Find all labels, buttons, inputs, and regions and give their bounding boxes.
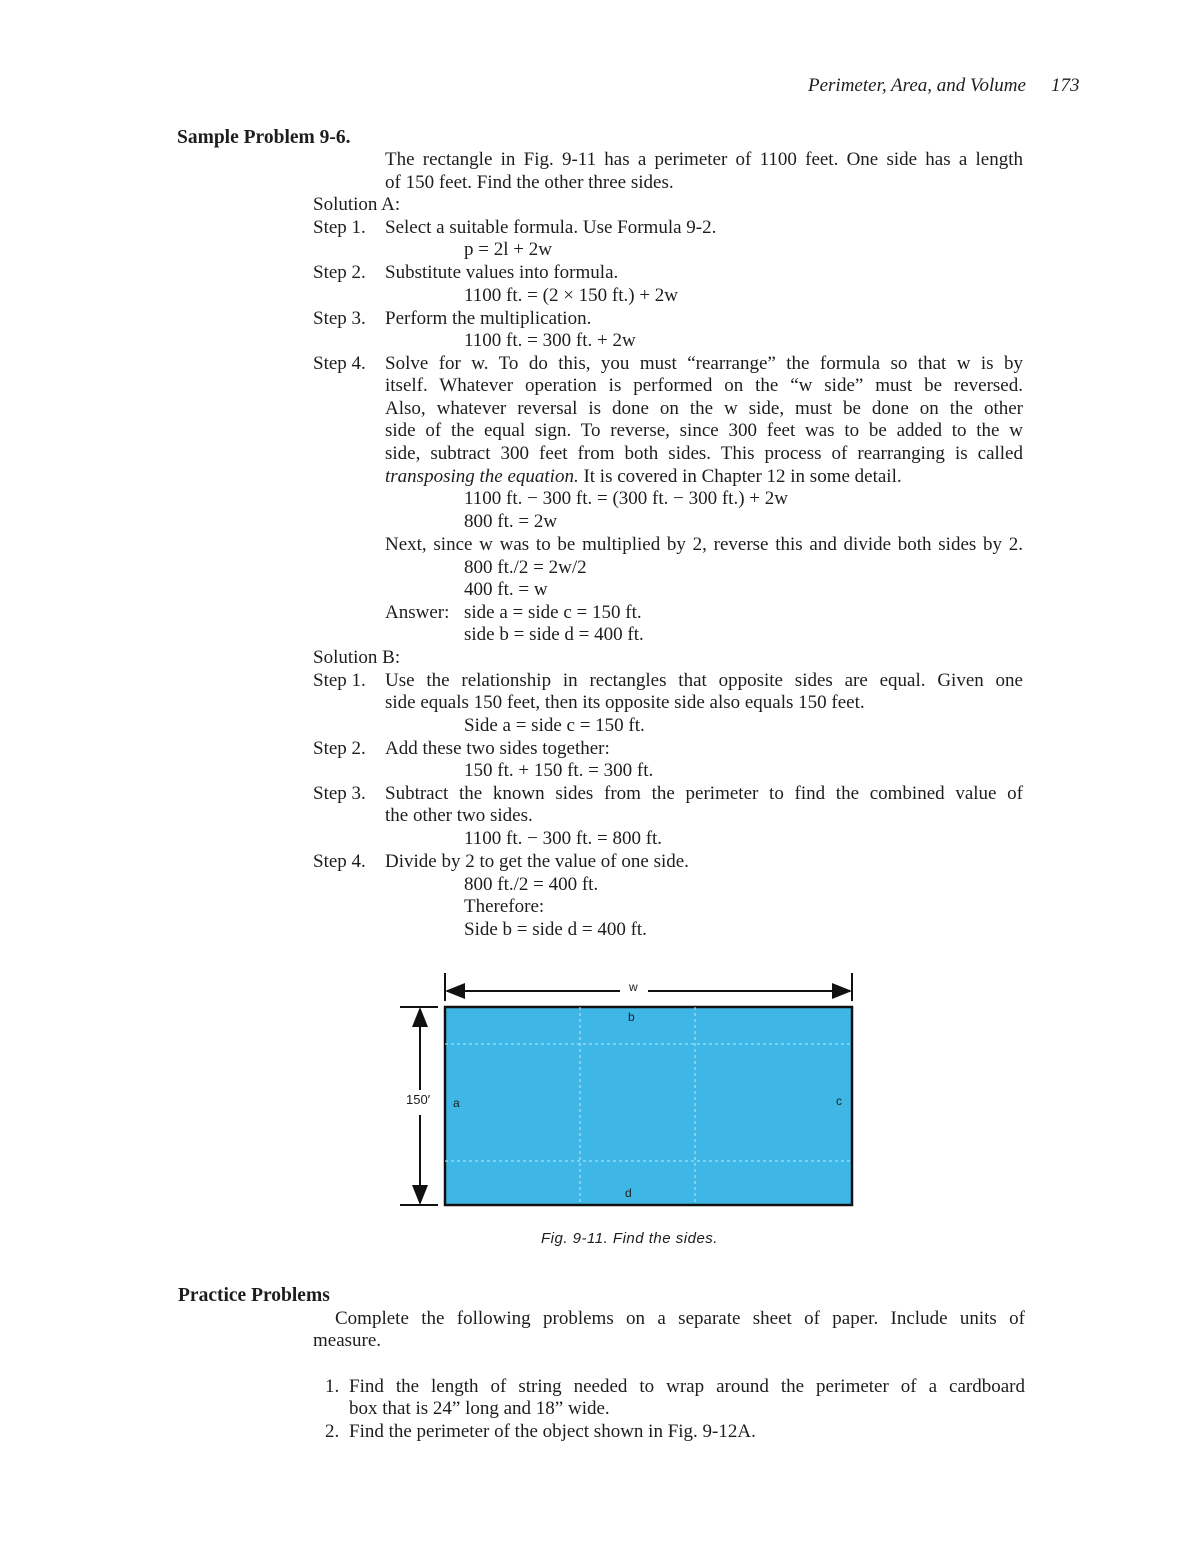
step-text: side equals 150 feet, then its opposite side also equals 150 feet. [385,692,865,713]
practice-intro: Complete the following problems on a separate sheet of paper. Include units of [335,1308,1025,1329]
page-number: 173 [1051,75,1080,96]
italic-term: transposing the equation. [385,466,579,487]
problem-text: Find the length of string needed to wrap around the perimeter of a cardboard [349,1376,1025,1397]
step-label: Step 4. [313,851,366,872]
step-label: Step 3. [313,308,366,329]
step-text: Substitute values into formula. [385,262,619,283]
step-label: Step 3. [313,783,366,804]
side-label-b: b [628,1010,635,1024]
step-label: Step 1. [313,217,366,238]
equation: 1100 ft. = (2 × 150 ft.) + 2w [464,285,679,306]
step-text [385,466,1023,488]
step-text: Perform the multiplication. [385,308,592,329]
answer-label: Answer: [385,602,450,623]
problem-text: Find the perimeter of the object shown in Fig. 9-12A. [349,1421,756,1442]
equation: Side b = side d = 400 ft. [464,919,647,940]
equation: Side a = side c = 150 ft. [464,715,645,736]
step-text: Subtract the known sides from the perimeter to find the combined value of [385,783,1023,804]
step-text: Select a suitable formula. Use Formula 9-2. [385,217,717,238]
side-label-c: c [836,1094,842,1108]
height-label: 150′ [406,1092,431,1107]
step-label: Step 2. [313,738,366,759]
figure-9-11 [390,965,870,1255]
intro-line: of 150 feet. Find the other three sides. [385,172,674,193]
step-text: Use the relationship in rectangles that opposite sides are equal. Given one [385,670,1023,691]
solution-a-heading: Solution A: [313,194,401,215]
equation: 400 ft. = w [464,579,548,600]
equation: p = 2l + 2w [464,239,552,260]
width-label: w [629,980,638,994]
solution-b-heading: Solution B: [313,647,401,668]
step-text: itself. Whatever operation is performed on the “w side” must be reversed. [385,375,1023,396]
step-text: side of the equal sign. To reverse, since 300 feet was to be added to the w [385,420,1023,441]
therefore: Therefore: [464,896,545,917]
step-label: Step 2. [313,262,366,283]
practice-title: Practice Problems [178,1285,330,1306]
side-label-d: d [625,1186,632,1200]
equation: 150 ft. + 150 ft. = 300 ft. [464,760,654,781]
step-label: Step 1. [313,670,366,691]
side-label-a: a [453,1096,460,1110]
sample-problem-title: Sample Problem 9-6. [177,127,351,148]
rectangle [445,1007,852,1205]
step-text: Add these two sides together: [385,738,610,759]
equation: 800 ft. = 2w [464,511,558,532]
answer: side b = side d = 400 ft. [464,624,644,645]
intro-line: The rectangle in Fig. 9-11 has a perimeter of 1100 feet. One side has a length [385,149,1023,170]
equation: 1100 ft. − 300 ft. = (300 ft. − 300 ft.) + 2w [464,488,788,509]
running-title: Perimeter, Area, and Volume [808,75,1026,96]
answer: side a = side c = 150 ft. [464,602,642,623]
rectangle-diagram [390,965,870,1255]
problem-text: box that is 24” long and 18” wide. [349,1398,610,1419]
step-text: Solve for w. To do this, you must “rearrange” the formula so that w is by [385,353,1023,374]
equation: 1100 ft. = 300 ft. + 2w [464,330,636,351]
equation: 800 ft./2 = 2w/2 [464,557,587,578]
equation: 800 ft./2 = 400 ft. [464,874,599,895]
equation: 1100 ft. − 300 ft. = 800 ft. [464,828,663,849]
step-text-tail: It is covered in Chapter 12 in some detail. [578,466,902,487]
practice-intro: measure. [313,1330,382,1351]
step-text: side, subtract 300 feet from both sides. This process of rearranging is called [385,443,1023,464]
figure-caption: Fig. 9-11. Find the sides. [541,1230,718,1247]
step-text: Divide by 2 to get the value of one side. [385,851,689,872]
step-text: Next, since w was to be multiplied by 2, reverse this and divide both sides by 2. [385,534,1023,555]
step-text: the other two sides. [385,805,533,826]
problem-number: 2. [325,1421,340,1442]
problem-number: 1. [325,1376,340,1397]
step-text: Also, whatever reversal is done on the w side, must be done on the other [385,398,1023,419]
step-label: Step 4. [313,353,366,374]
